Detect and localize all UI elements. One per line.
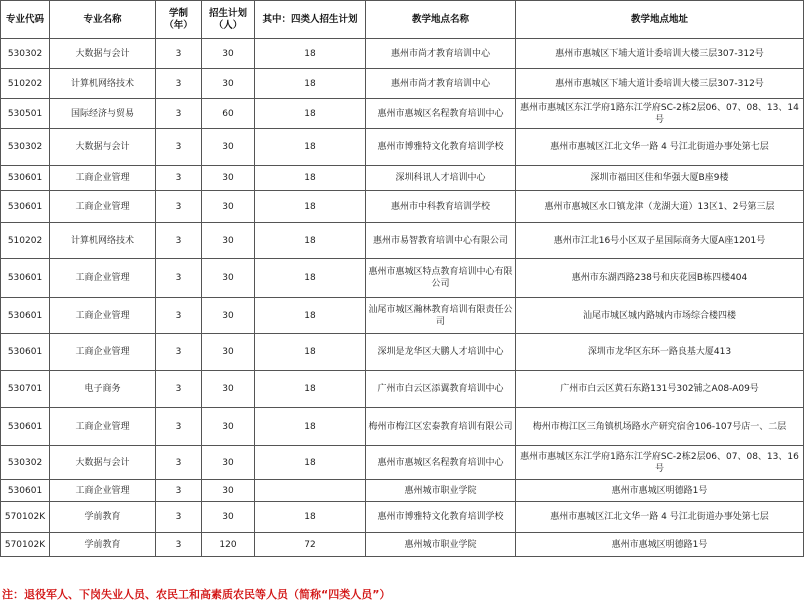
row-years: 3 [156, 446, 202, 480]
row-major: 大数据与会计 [50, 446, 156, 480]
row-site-address: 惠州市东湖西路238号和庆花园B栋四楼404 [516, 259, 804, 298]
row-major: 学前教育 [50, 533, 156, 557]
row-four-types: 18 [255, 259, 366, 298]
row-site-name: 惠州市惠城区名程教育培训中心 [366, 446, 516, 480]
row-site-address: 惠州市惠城区东江学府1路东江学府SC-2栋2层06、07、08、13、16号 [516, 446, 804, 480]
row-years: 3 [156, 259, 202, 298]
table-row [1, 371, 804, 408]
row-plan: 30 [202, 223, 255, 259]
table-row [1, 446, 804, 480]
row-plan: 30 [202, 191, 255, 223]
header-plan: 招生计划（人） [202, 1, 255, 39]
row-major: 大数据与会计 [50, 129, 156, 166]
row-site-address: 惠州市惠城区下埔大道计委培训大楼三层307-312号 [516, 69, 804, 99]
row-site-address: 惠州市惠城区明德路1号 [516, 533, 804, 557]
row-plan: 30 [202, 446, 255, 480]
table-row [1, 259, 804, 298]
row-four-types: 18 [255, 99, 366, 129]
table-row [1, 502, 804, 533]
row-years: 3 [156, 502, 202, 533]
row-code: 530601 [1, 259, 50, 298]
row-four-types: 18 [255, 166, 366, 191]
row-code: 530601 [1, 191, 50, 223]
row-site-address: 惠州市惠城区江北文华一路 4 号江北街道办事处第七层 [516, 129, 804, 166]
header-duration: 学制（年） [156, 1, 202, 39]
header-major: 专业名称 [50, 1, 156, 39]
row-site-name: 惠州城市职业学院 [366, 480, 516, 502]
row-years: 3 [156, 408, 202, 446]
table-row [1, 533, 804, 557]
row-site-address: 惠州市江北16号小区双子星国际商务大厦A座1201号 [516, 223, 804, 259]
header-code: 专业代码 [1, 1, 50, 39]
row-site-name: 惠州城市职业学院 [366, 533, 516, 557]
row-years: 3 [156, 371, 202, 408]
row-code: 530601 [1, 298, 50, 334]
row-site-name: 惠州市尚才教育培训中心 [366, 39, 516, 69]
row-code: 530501 [1, 99, 50, 129]
table-row [1, 69, 804, 99]
row-site-name: 惠州市易智教育培训中心有限公司 [366, 223, 516, 259]
row-code: 530601 [1, 166, 50, 191]
row-years: 3 [156, 99, 202, 129]
row-plan: 30 [202, 259, 255, 298]
row-site-name: 惠州市惠城区特点教育培训中心有限公司 [366, 259, 516, 298]
row-site-address: 梅州市梅江区三角镇机场路水产研究宿舍106-107号店一、二层 [516, 408, 804, 446]
row-site-name: 惠州市博雅特文化教育培训学校 [366, 502, 516, 533]
row-code: 570102K [1, 533, 50, 557]
row-site-address: 汕尾市城区城内路城内市场综合楼四楼 [516, 298, 804, 334]
table-row [1, 334, 804, 371]
row-code: 530601 [1, 480, 50, 502]
row-major: 计算机网络技术 [50, 223, 156, 259]
row-major: 学前教育 [50, 502, 156, 533]
row-site-name: 惠州市尚才教育培训中心 [366, 69, 516, 99]
table-row [1, 223, 804, 259]
row-major: 工商企业管理 [50, 191, 156, 223]
row-major: 大数据与会计 [50, 39, 156, 69]
row-site-address: 深圳市龙华区东环一路良基大厦413 [516, 334, 804, 371]
row-major: 工商企业管理 [50, 408, 156, 446]
row-plan: 30 [202, 502, 255, 533]
row-site-name: 深圳科讯人才培训中心 [366, 166, 516, 191]
row-code: 570102K [1, 502, 50, 533]
row-four-types: 72 [255, 533, 366, 557]
table-row [1, 39, 804, 69]
row-major: 工商企业管理 [50, 298, 156, 334]
row-years: 3 [156, 191, 202, 223]
row-years: 3 [156, 39, 202, 69]
row-site-name: 惠州市惠城区名程教育培训中心 [366, 99, 516, 129]
row-four-types: 18 [255, 39, 366, 69]
row-site-address: 惠州市惠城区东江学府1路东江学府SC-2栋2层06、07、08、13、14号 [516, 99, 804, 129]
row-plan: 60 [202, 99, 255, 129]
row-years: 3 [156, 69, 202, 99]
row-code: 530302 [1, 446, 50, 480]
table-row [1, 408, 804, 446]
row-years: 3 [156, 533, 202, 557]
row-four-types: 18 [255, 298, 366, 334]
row-site-name: 梅州市梅江区宏泰教育培训有限公司 [366, 408, 516, 446]
table-row [1, 99, 804, 129]
row-plan: 120 [202, 533, 255, 557]
table-row [1, 129, 804, 166]
row-four-types: 18 [255, 69, 366, 99]
table-row [1, 191, 804, 223]
row-years: 3 [156, 166, 202, 191]
row-site-name: 广州市白云区添翼教育培训中心 [366, 371, 516, 408]
row-four-types: 18 [255, 371, 366, 408]
row-four-types: 18 [255, 223, 366, 259]
row-four-types: 18 [255, 446, 366, 480]
row-years: 3 [156, 223, 202, 259]
row-major: 工商企业管理 [50, 334, 156, 371]
row-code: 510202 [1, 223, 50, 259]
row-plan: 30 [202, 129, 255, 166]
row-major: 国际经济与贸易 [50, 99, 156, 129]
row-four-types: 18 [255, 502, 366, 533]
row-plan: 30 [202, 298, 255, 334]
row-plan: 30 [202, 69, 255, 99]
row-site-address: 广州市白云区黄石东路131号302铺之A08-A09号 [516, 371, 804, 408]
row-major: 工商企业管理 [50, 166, 156, 191]
row-plan: 30 [202, 39, 255, 69]
row-four-types: 18 [255, 334, 366, 371]
row-site-name: 汕尾市城区瀚林教育培训有限责任公司 [366, 298, 516, 334]
row-plan: 30 [202, 480, 255, 502]
row-code: 530302 [1, 129, 50, 166]
header-site-name: 教学地点名称 [366, 1, 516, 39]
row-years: 3 [156, 129, 202, 166]
row-site-address: 惠州市惠城区下埔大道计委培训大楼三层307-312号 [516, 39, 804, 69]
footnote: 注：退役军人、下岗失业人员、农民工和高素质农民等人员（简称“四类人员”） [2, 588, 391, 601]
row-four-types: 18 [255, 129, 366, 166]
table-row [1, 480, 804, 502]
row-site-name: 惠州市中科教育培训学校 [366, 191, 516, 223]
row-plan: 30 [202, 166, 255, 191]
row-plan: 30 [202, 408, 255, 446]
row-code: 530601 [1, 408, 50, 446]
row-major: 工商企业管理 [50, 259, 156, 298]
table-row [1, 298, 804, 334]
row-years: 3 [156, 334, 202, 371]
row-major: 电子商务 [50, 371, 156, 408]
row-site-address: 惠州市惠城区水口镇龙津（龙湖大道）13区1、2号第三层 [516, 191, 804, 223]
row-site-address: 惠州市惠城区明德路1号 [516, 480, 804, 502]
row-plan: 30 [202, 334, 255, 371]
row-major: 工商企业管理 [50, 480, 156, 502]
row-four-types: 18 [255, 408, 366, 446]
table-row [1, 166, 804, 191]
row-major: 计算机网络技术 [50, 69, 156, 99]
row-years: 3 [156, 298, 202, 334]
row-code: 510202 [1, 69, 50, 99]
row-code: 530601 [1, 334, 50, 371]
row-years: 3 [156, 480, 202, 502]
row-four-types: 18 [255, 191, 366, 223]
row-site-address: 惠州市惠城区江北文华一路 4 号江北街道办事处第七层 [516, 502, 804, 533]
header-site-address: 教学地点地址 [516, 1, 804, 39]
row-code: 530302 [1, 39, 50, 69]
row-code: 530701 [1, 371, 50, 408]
row-site-name: 深圳是龙华区大鹏人才培训中心 [366, 334, 516, 371]
row-site-name: 惠州市博雅特文化教育培训学校 [366, 129, 516, 166]
table-header-row [1, 1, 804, 39]
row-site-address: 深圳市福田区佳和华强大厦B座9楼 [516, 166, 804, 191]
row-plan: 30 [202, 371, 255, 408]
row-four-types [255, 480, 366, 502]
header-four-types: 其中：四类人招生计划 [255, 1, 366, 39]
